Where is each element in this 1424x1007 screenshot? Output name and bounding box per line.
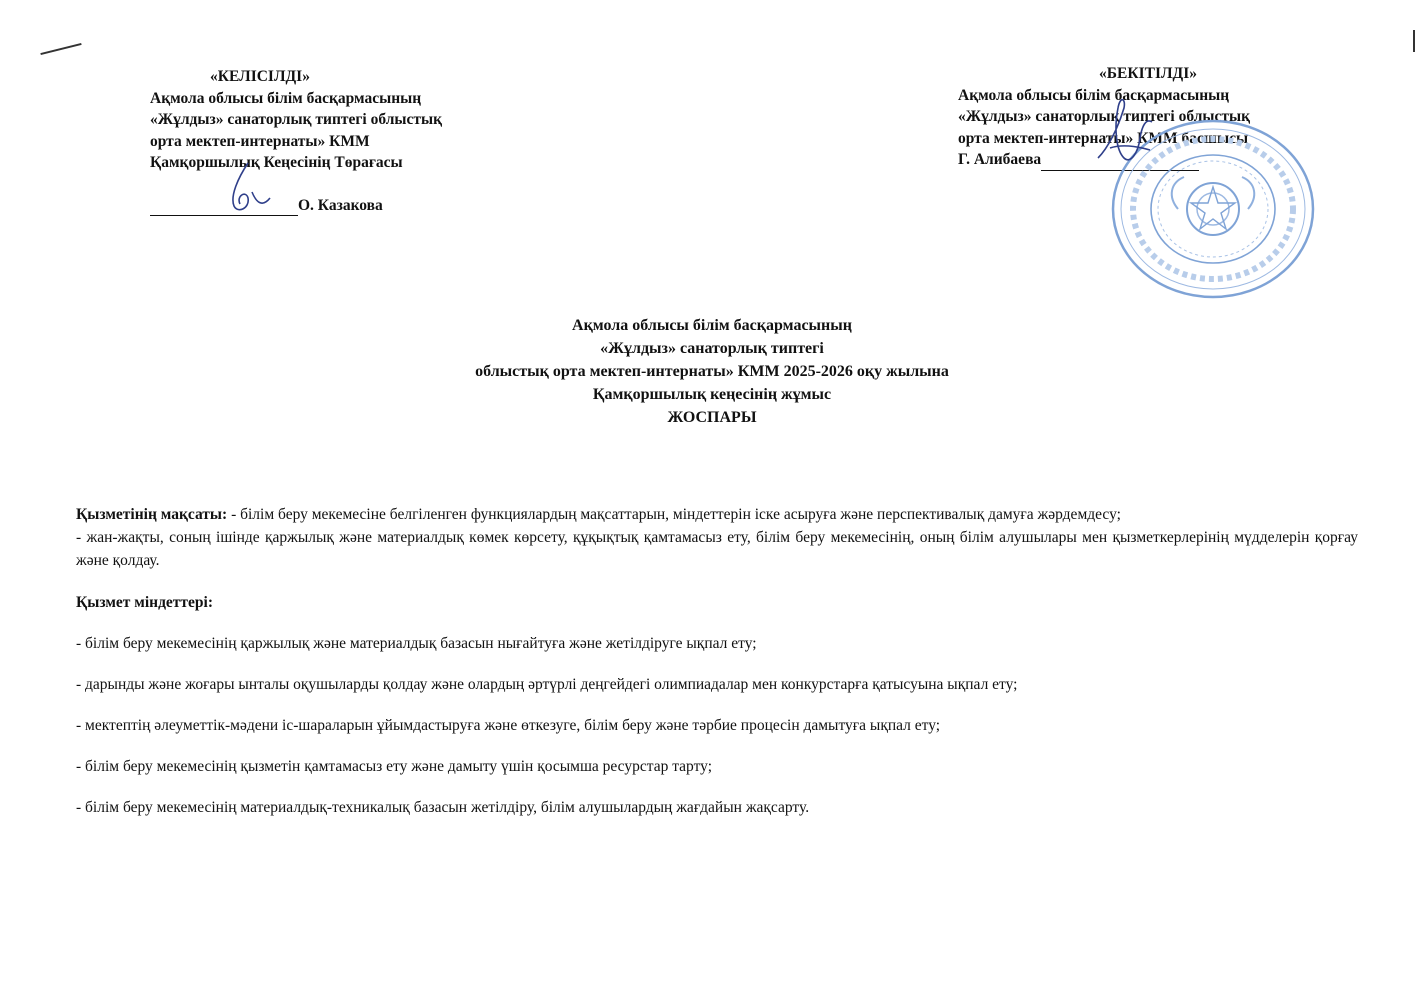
- task-item: - білім беру мекемесінің қызметін қамтамасыз ету және дамыту үшін қосымша ресурстар тарту;: [76, 758, 713, 775]
- document-title: [0, 314, 1424, 429]
- agreed-line: «Жұлдыз» санаторлық типтегі облыстық: [150, 111, 443, 128]
- signature-scribble: [1090, 88, 1160, 168]
- goal-paragraph: [76, 503, 1358, 526]
- task-item: - мектептің әлеуметтік-мәдени іс-шараларын ұйымдастыруға және өткезуге, білім беру және тәрбие процесін дамытуға ықпал ету;: [76, 717, 941, 734]
- approved-line: Ақмола облысы білім басқармасының: [958, 86, 1230, 104]
- scan-mark: [40, 43, 81, 55]
- task-item: - білім беру мекемесінің материалдық-техникалық базасын жетілдіру, білім алушылардың жағдайын жақсарту.: [76, 799, 810, 816]
- title-line: «Жұлдыз» санаторлық типтегі: [600, 340, 824, 357]
- approved-signer: Г. Алибаева: [958, 151, 1042, 168]
- title-line: Қамқоршылық кеңесінің жұмыс: [592, 386, 832, 403]
- agreed-heading: «КЕЛІСІЛДІ»: [210, 68, 310, 85]
- approved-heading: «БЕКІТІЛДІ»: [1099, 65, 1197, 82]
- goal-text: - білім беру мекемесіне белгіленген функциялардың мақсаттарын, міндеттерін іске асыруға және перспективалық дамуға жәрдемдесу;: [227, 506, 1121, 523]
- task-item: - білім беру мекемесінің қаржылық және материалдық базасын нығайтуға және жетілдіруге ықпал ету;: [76, 635, 757, 652]
- scan-mark: [1413, 30, 1415, 52]
- goal-label: Қызметінің мақсаты:: [76, 506, 228, 523]
- agreed-line: Ақмола облысы білім басқармасының: [150, 89, 422, 107]
- agreed-signature-line: [150, 195, 530, 217]
- title-line: ЖОСПАРЫ: [667, 409, 757, 426]
- agreed-line: орта мектеп-интернаты» КММ: [150, 132, 370, 150]
- agreed-signer: О. Казакова: [298, 196, 383, 214]
- task-item: - дарынды және жоғары ынталы оқушыларды қолдау және олардың әртүрлі деңгейдегі олимпиадалар мен конкурстарға қатысуына ықпал ету;: [76, 676, 1018, 693]
- agreed-line: Қамқоршылық Кеңесінің Төрағасы: [150, 154, 403, 171]
- goal-paragraph-2: - жан-жақты, соның ішінде қаржылық және материалдық көмек көрсету, құқықтық қамтамасыз ету, білім беру мекемесінің, оның білім алушылары мен қызметкерлерінің мүдделерін қорғау және қолдау.: [76, 529, 1358, 569]
- title-line: облыстық орта мектеп-интернаты» КММ 2025-2026 оқу жылына: [475, 363, 949, 380]
- signature-scribble: [218, 158, 278, 218]
- approved-line: «Жұлдыз» санаторлық типтегі облыстық: [958, 108, 1251, 125]
- title-line: Ақмола облысы білім басқармасының: [572, 317, 852, 334]
- tasks-title: Қызмет міндеттері:: [76, 594, 213, 611]
- agreed-block: [150, 66, 530, 216]
- approved-line: орта мектеп-интернаты» КММ басшысы: [958, 129, 1249, 147]
- document-body: [76, 503, 1358, 819]
